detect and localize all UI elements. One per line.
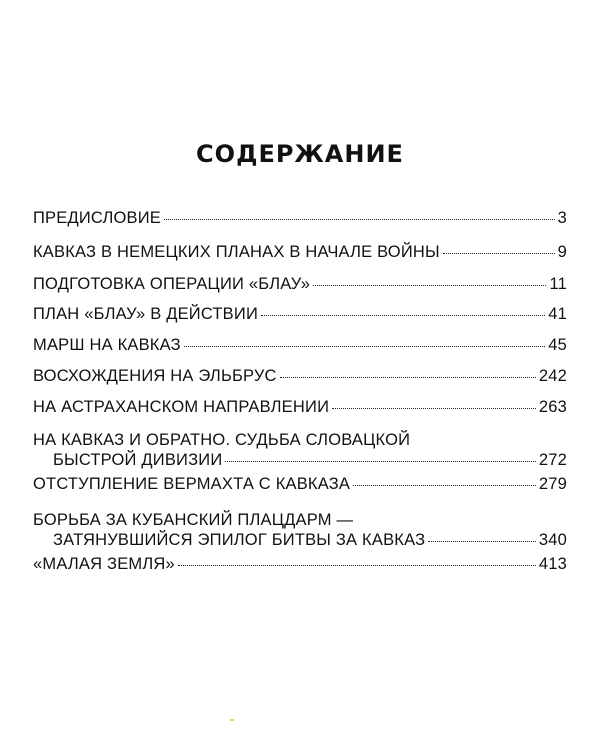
print-speck xyxy=(230,719,234,721)
toc-page-number: 272 xyxy=(538,451,567,469)
toc-entry-astrakhan xyxy=(33,397,567,417)
dot-leader xyxy=(164,219,555,220)
dot-leader xyxy=(313,285,546,286)
toc-entry-title: НА КАВКАЗ И ОБРАТНО. СУДЬБА СЛОВАЦКОЙ xyxy=(33,431,411,449)
toc-entry-title: НА АСТРАХАНСКОМ НАПРАВЛЕНИИ xyxy=(33,398,330,416)
page-title: СОДЕРЖАНИЕ xyxy=(196,140,404,168)
dot-leader xyxy=(353,485,536,486)
toc-entry-slovak-division xyxy=(33,430,567,470)
dot-leader xyxy=(178,565,536,566)
toc-entry-title: ОТСТУПЛЕНИЕ ВЕРМАХТА С КАВКАЗА xyxy=(33,475,351,493)
toc-entry-title: ВОСХОЖДЕНИЯ НА ЭЛЬБРУС xyxy=(33,367,277,385)
toc-entry-preface xyxy=(33,208,567,228)
toc-entry-title-continued: ЗАТЯНУВШИЙСЯ ЭПИЛОГ БИТВЫ ЗА КАВКАЗ xyxy=(53,531,426,549)
toc-page-number: 45 xyxy=(548,336,567,354)
toc-page-number: 413 xyxy=(538,555,567,573)
toc-entry-title-continued: БЫСТРОЙ ДИВИЗИИ xyxy=(53,451,223,469)
toc-entry-title: ПРЕДИСЛОВИЕ xyxy=(33,209,162,227)
toc-entry-march-caucasus xyxy=(33,335,567,355)
dot-leader xyxy=(184,346,545,347)
toc-page-number: 3 xyxy=(557,209,567,227)
toc-page-number: 279 xyxy=(538,475,567,493)
toc-page-number: 41 xyxy=(548,305,567,323)
dot-leader xyxy=(280,377,536,378)
toc-entry-title: МАРШ НА КАВКАЗ xyxy=(33,336,181,354)
dot-leader xyxy=(225,461,535,462)
toc-entry-blau-preparation xyxy=(33,274,567,294)
toc-entry-wehrmacht-retreat xyxy=(33,474,567,494)
dot-leader xyxy=(332,408,536,409)
toc-page-number: 263 xyxy=(538,398,567,416)
toc-entry-blau-in-action xyxy=(33,304,567,324)
toc-page-number: 242 xyxy=(538,367,567,385)
toc-page-number: 9 xyxy=(557,243,567,261)
toc-entry-title: «МАЛАЯ ЗЕМЛЯ» xyxy=(33,555,175,573)
dot-leader xyxy=(443,253,555,254)
toc-entry-title: ПЛАН «БЛАУ» В ДЕЙСТВИИ xyxy=(33,305,259,323)
toc-page-number: 11 xyxy=(549,275,567,293)
dot-leader xyxy=(261,315,545,316)
toc-entry-kuban-bridgehead xyxy=(33,510,567,550)
toc-entry-title: ПОДГОТОВКА ОПЕРАЦИИ «БЛАУ» xyxy=(33,275,311,293)
dot-leader xyxy=(428,541,536,542)
toc-entry-title: КАВКАЗ В НЕМЕЦКИХ ПЛАНАХ В НАЧАЛЕ ВОЙНЫ xyxy=(33,243,440,261)
toc-entry-title: БОРЬБА ЗА КУБАНСКИЙ ПЛАЦДАРМ — xyxy=(33,511,354,529)
toc-entry-malaya-zemlya xyxy=(33,554,567,574)
toc-entry-caucasus-german-plans xyxy=(33,242,567,262)
toc-entry-elbrus xyxy=(33,366,567,386)
toc-page-number: 340 xyxy=(538,531,567,549)
